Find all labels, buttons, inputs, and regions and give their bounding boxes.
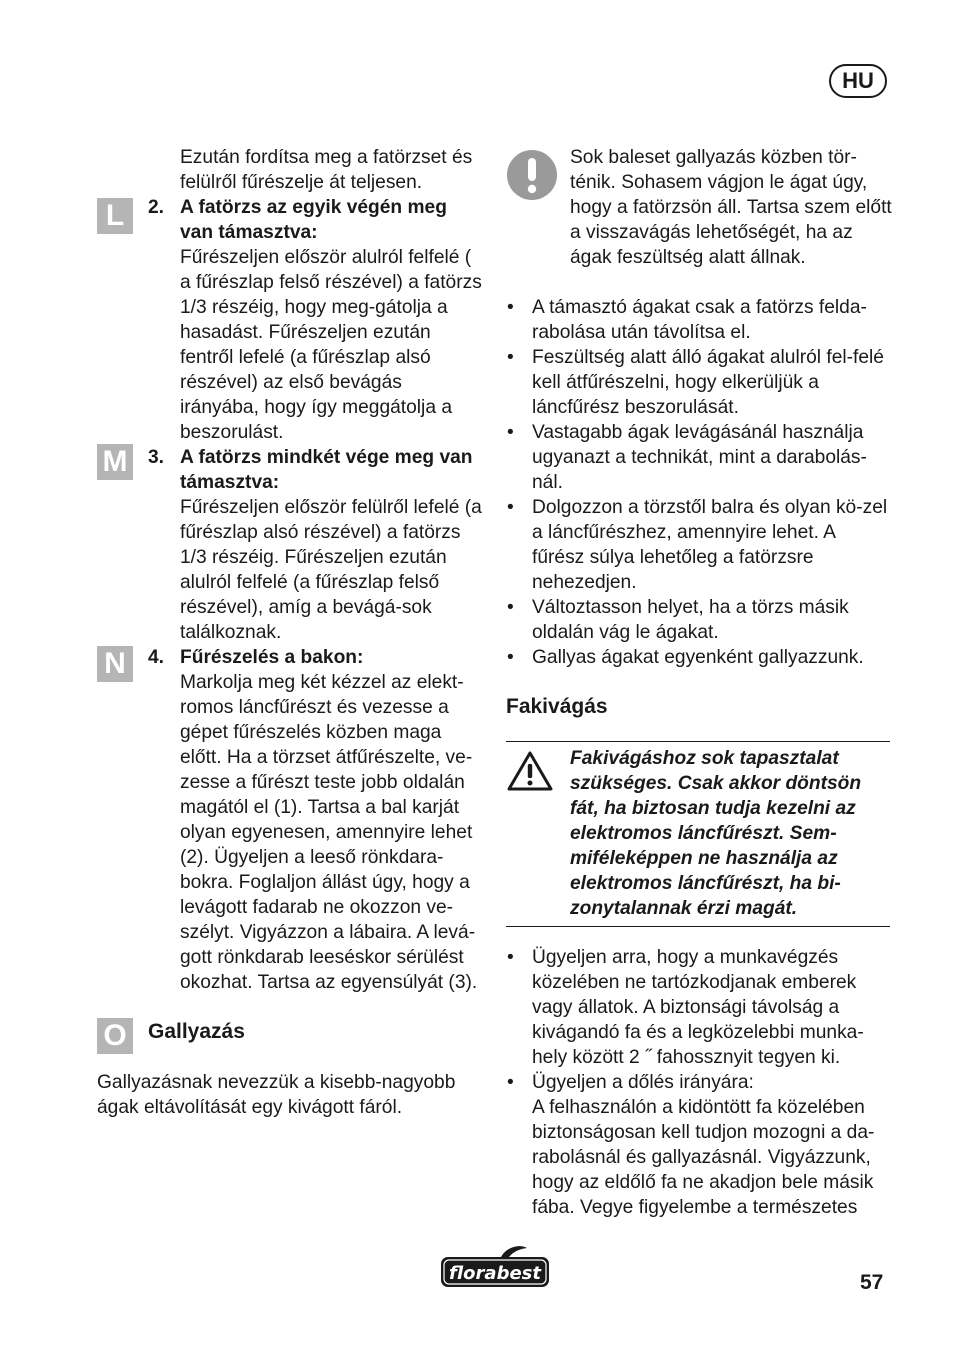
list-item: • Feszültség alatt álló ágakat alulról fel-felé kell átfűrészelni, hogy elkerüljük a láncfűrész beszorulását. (506, 345, 892, 420)
section-marker-l: L (97, 198, 133, 234)
list-item: • Változtasson helyet, ha a törzs másik oldalán vág le ágakat. (506, 595, 892, 645)
list-item (180, 195, 485, 445)
item-text: Fűrészeljen először felülről lefelé (a fűrészlap alsó részével) a fatörzs 1/3 részéig. Fűrészeljen ezután alulról felfelé (a fűrészlap felső részével), amíg a bevágá-sok találkoznak. (180, 497, 482, 643)
intro-text: Ezután fordítsa meg a fatörzset és felülről fűrészelje át teljesen. (180, 147, 473, 193)
item-title: Fűrészelés a bakon: (180, 647, 364, 668)
item-title: A fatörzs mindkét vége meg van támasztva: (180, 447, 473, 493)
list-item: • Vastagabb ágak levágásánál használja ugyanazt a technikát, mint a darabolás-nál. (506, 420, 892, 495)
exclamation-icon (506, 149, 558, 208)
language-badge: HU (829, 64, 887, 98)
section-heading-fakivagas: Fakivágás (506, 695, 608, 718)
section-heading-gallyazas: Gallyazás (148, 1020, 245, 1043)
section-marker-n: N (97, 646, 133, 682)
list-item: • Ügyeljen arra, hogy a munkavégzés közelében ne tartózkodjanak emberek vagy állatok. A biztonsági távolság a kivágandó fa és a legközelebbi munka-hely között 2 ˝ fahossznyit tegyen ki. (506, 945, 892, 1070)
page-number: 57 (860, 1271, 884, 1294)
list-item (180, 645, 485, 995)
warning-box (506, 741, 890, 927)
list-item-continuation: A felhasználón a kidöntött fa közelében biztonságosan kell tudjon mozogni a da-rabolásnál és gallyazásnál. Vigyázzunk, hogy az eldőlő fa ne akadjon bele másik fába. Vegye figyelembe a természetes (532, 1097, 875, 1218)
list-item: • A támasztó ágakat csak a fatörzs felda-rabolása után távolítsa el. (506, 295, 892, 345)
warning-triangle-icon (506, 750, 554, 792)
section-text: Gallyazásnak nevezzük a kisebb-nagyobb ágak eltávolítását egy kivágott fáról. (97, 1072, 456, 1118)
section-marker-m: M (97, 444, 133, 480)
list-item: • Dolgozzon a törzstől balra és olyan kö-zel a láncfűrészhez, amennyire lehet. A fűrész súlya lehetőleg a fatörzsre nehezedjen. (506, 495, 892, 595)
list-item (180, 445, 485, 645)
brand-wordmark: florabest (449, 1263, 541, 1284)
item-number: 4. (148, 647, 165, 668)
item-number: 2. (148, 197, 165, 218)
list-item: • Gallyas ágakat egyenként gallyazzunk. (506, 645, 892, 670)
item-title: A fatörzs az egyik végén meg van támasztva: (180, 197, 447, 243)
warning-text: Fakivágáshoz sok tapasztalat szükséges. Csak akkor döntsön fát, ha biztosan tudja kezelni az elektromos láncfűrészt. Sem-miféleképpen ne használja az elektromos láncfűrészt, ha bi-zonytalannak érzi magát. (570, 748, 862, 919)
section-marker-o: O (97, 1018, 133, 1054)
list-item (506, 1070, 892, 1220)
list-item-lead: Ügyeljen a dőlés irányára: (532, 1072, 754, 1093)
florabest-logo (439, 1244, 551, 1297)
bullet-list-felling (506, 945, 892, 1220)
item-text: Fűrészeljen először alulról felfelé ( a fűrészlap felső részével) a fatörzs 1/3 részéig, hogy meg-gátolja a hasadást. Fűrészeljen ezután fentről lefelé (a fűrészlap alsó részével) az első bevágás irányába, hogy így meggátolja a beszorulást. (180, 247, 482, 443)
notice-text: Sok baleset gallyazás közben tör-ténik. Sohasem vágjon le ágat úgy, hogy a fatörzsön áll. Tartsa szem előtt a visszavágás lehetőségét, ha az ágak feszültség alatt állnak. (570, 147, 892, 268)
item-number: 3. (148, 447, 165, 468)
item-text: Markolja meg két kézzel az elekt-romos láncfűrészt és vezesse a gépet fűrészelés közben maga előtt. Ha a törzset átfűrészelte, ve-zesse a fűrészt teste jobb oldalán magától el (1). Tartsa a bal karját olyan egyenesen, amennyire lehet (2). Ügyeljen a leeső rönkdara-bokra. Foglaljon állást úgy, hogy a levágott fadarab ne okozzon ve-szélyt. Vigyázzon a lábaira. A levá-gott rönkdarab leeséskor sérülést okozhat. Tartsa az egyensúlyát (3). (180, 672, 478, 993)
bullet-list-branches (506, 295, 892, 670)
